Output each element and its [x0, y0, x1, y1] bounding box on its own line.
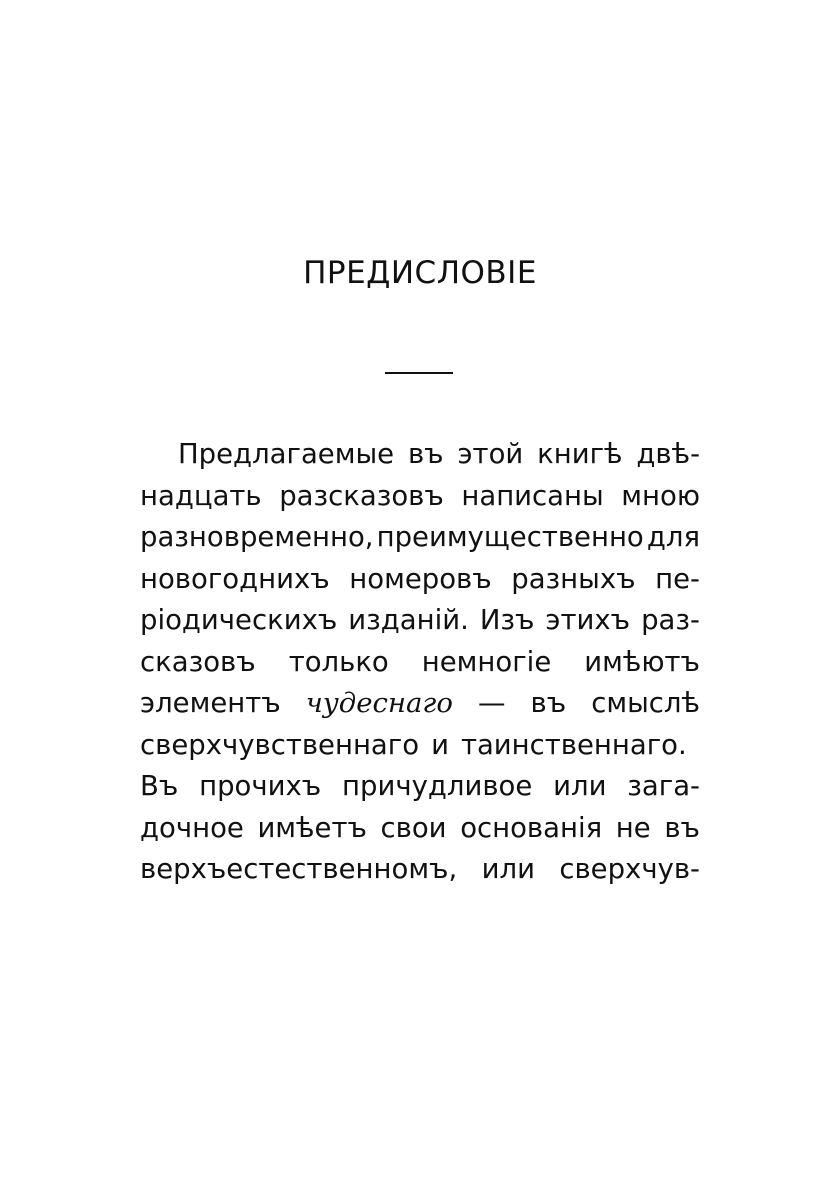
text-line: [140, 683, 700, 725]
word: прочихъ: [199, 770, 322, 802]
text-line: [140, 849, 700, 891]
emphasized-word: чудеснаго: [305, 687, 453, 719]
word: сверхчувственнаго: [140, 728, 420, 761]
word: новогоднихъ: [140, 562, 330, 595]
word: этихъ: [545, 604, 631, 636]
word: книгѣ: [537, 438, 623, 470]
word: основанія: [460, 811, 603, 844]
word: разсказовъ: [279, 479, 444, 512]
word: сверхчув-: [559, 853, 700, 885]
word: свои: [380, 811, 447, 844]
word: или: [481, 853, 535, 885]
text-line: [140, 766, 700, 808]
text-line: [140, 808, 700, 850]
text-line: [140, 476, 700, 518]
preface-paragraph: [140, 434, 700, 891]
word: въ: [664, 811, 700, 844]
word: разновременно,: [140, 521, 374, 553]
word: для: [646, 521, 700, 553]
word: преимущественно: [376, 521, 644, 553]
word: этой: [457, 438, 524, 470]
word: пе-: [655, 562, 700, 595]
word: имѣютъ: [584, 645, 700, 678]
word: номеровъ: [349, 562, 492, 595]
word: Въ: [140, 770, 179, 802]
word: разныхъ: [511, 562, 636, 595]
text-line: [140, 517, 700, 559]
word: только: [288, 645, 389, 678]
word: двѣ-: [636, 438, 700, 470]
word: имѣетъ: [257, 811, 367, 844]
title-divider: [385, 372, 453, 374]
word: зага-: [627, 770, 700, 802]
word: смыслѣ: [591, 687, 700, 719]
word: Изъ: [479, 604, 535, 636]
word: и: [431, 728, 449, 761]
word: ріодическихъ: [140, 604, 338, 636]
word: раз-: [641, 604, 700, 636]
text-line: [140, 642, 700, 684]
word: въ: [530, 687, 567, 719]
text-line: [140, 434, 700, 476]
word: написаны: [461, 479, 604, 512]
word: причудливое: [342, 770, 533, 802]
word: не: [615, 811, 651, 844]
word: надцать: [140, 479, 262, 512]
page-title: ПРЕДИСЛОВІЕ: [303, 255, 537, 291]
word: дочное: [140, 811, 244, 844]
word: верхъестественномъ,: [140, 853, 458, 885]
dash: —: [477, 687, 506, 719]
word: таинственнаго.: [460, 728, 687, 761]
word: элементъ: [140, 687, 281, 719]
text-line: [140, 559, 700, 601]
word: Предлагаемые: [178, 438, 395, 470]
text-line: [140, 600, 700, 642]
word: немногіе: [421, 645, 552, 678]
word: или: [553, 770, 607, 802]
text-line: [140, 725, 700, 767]
word: въ: [407, 438, 444, 470]
word: изданій.: [348, 604, 469, 636]
word: сказовъ: [140, 645, 256, 678]
word: мною: [621, 479, 700, 512]
